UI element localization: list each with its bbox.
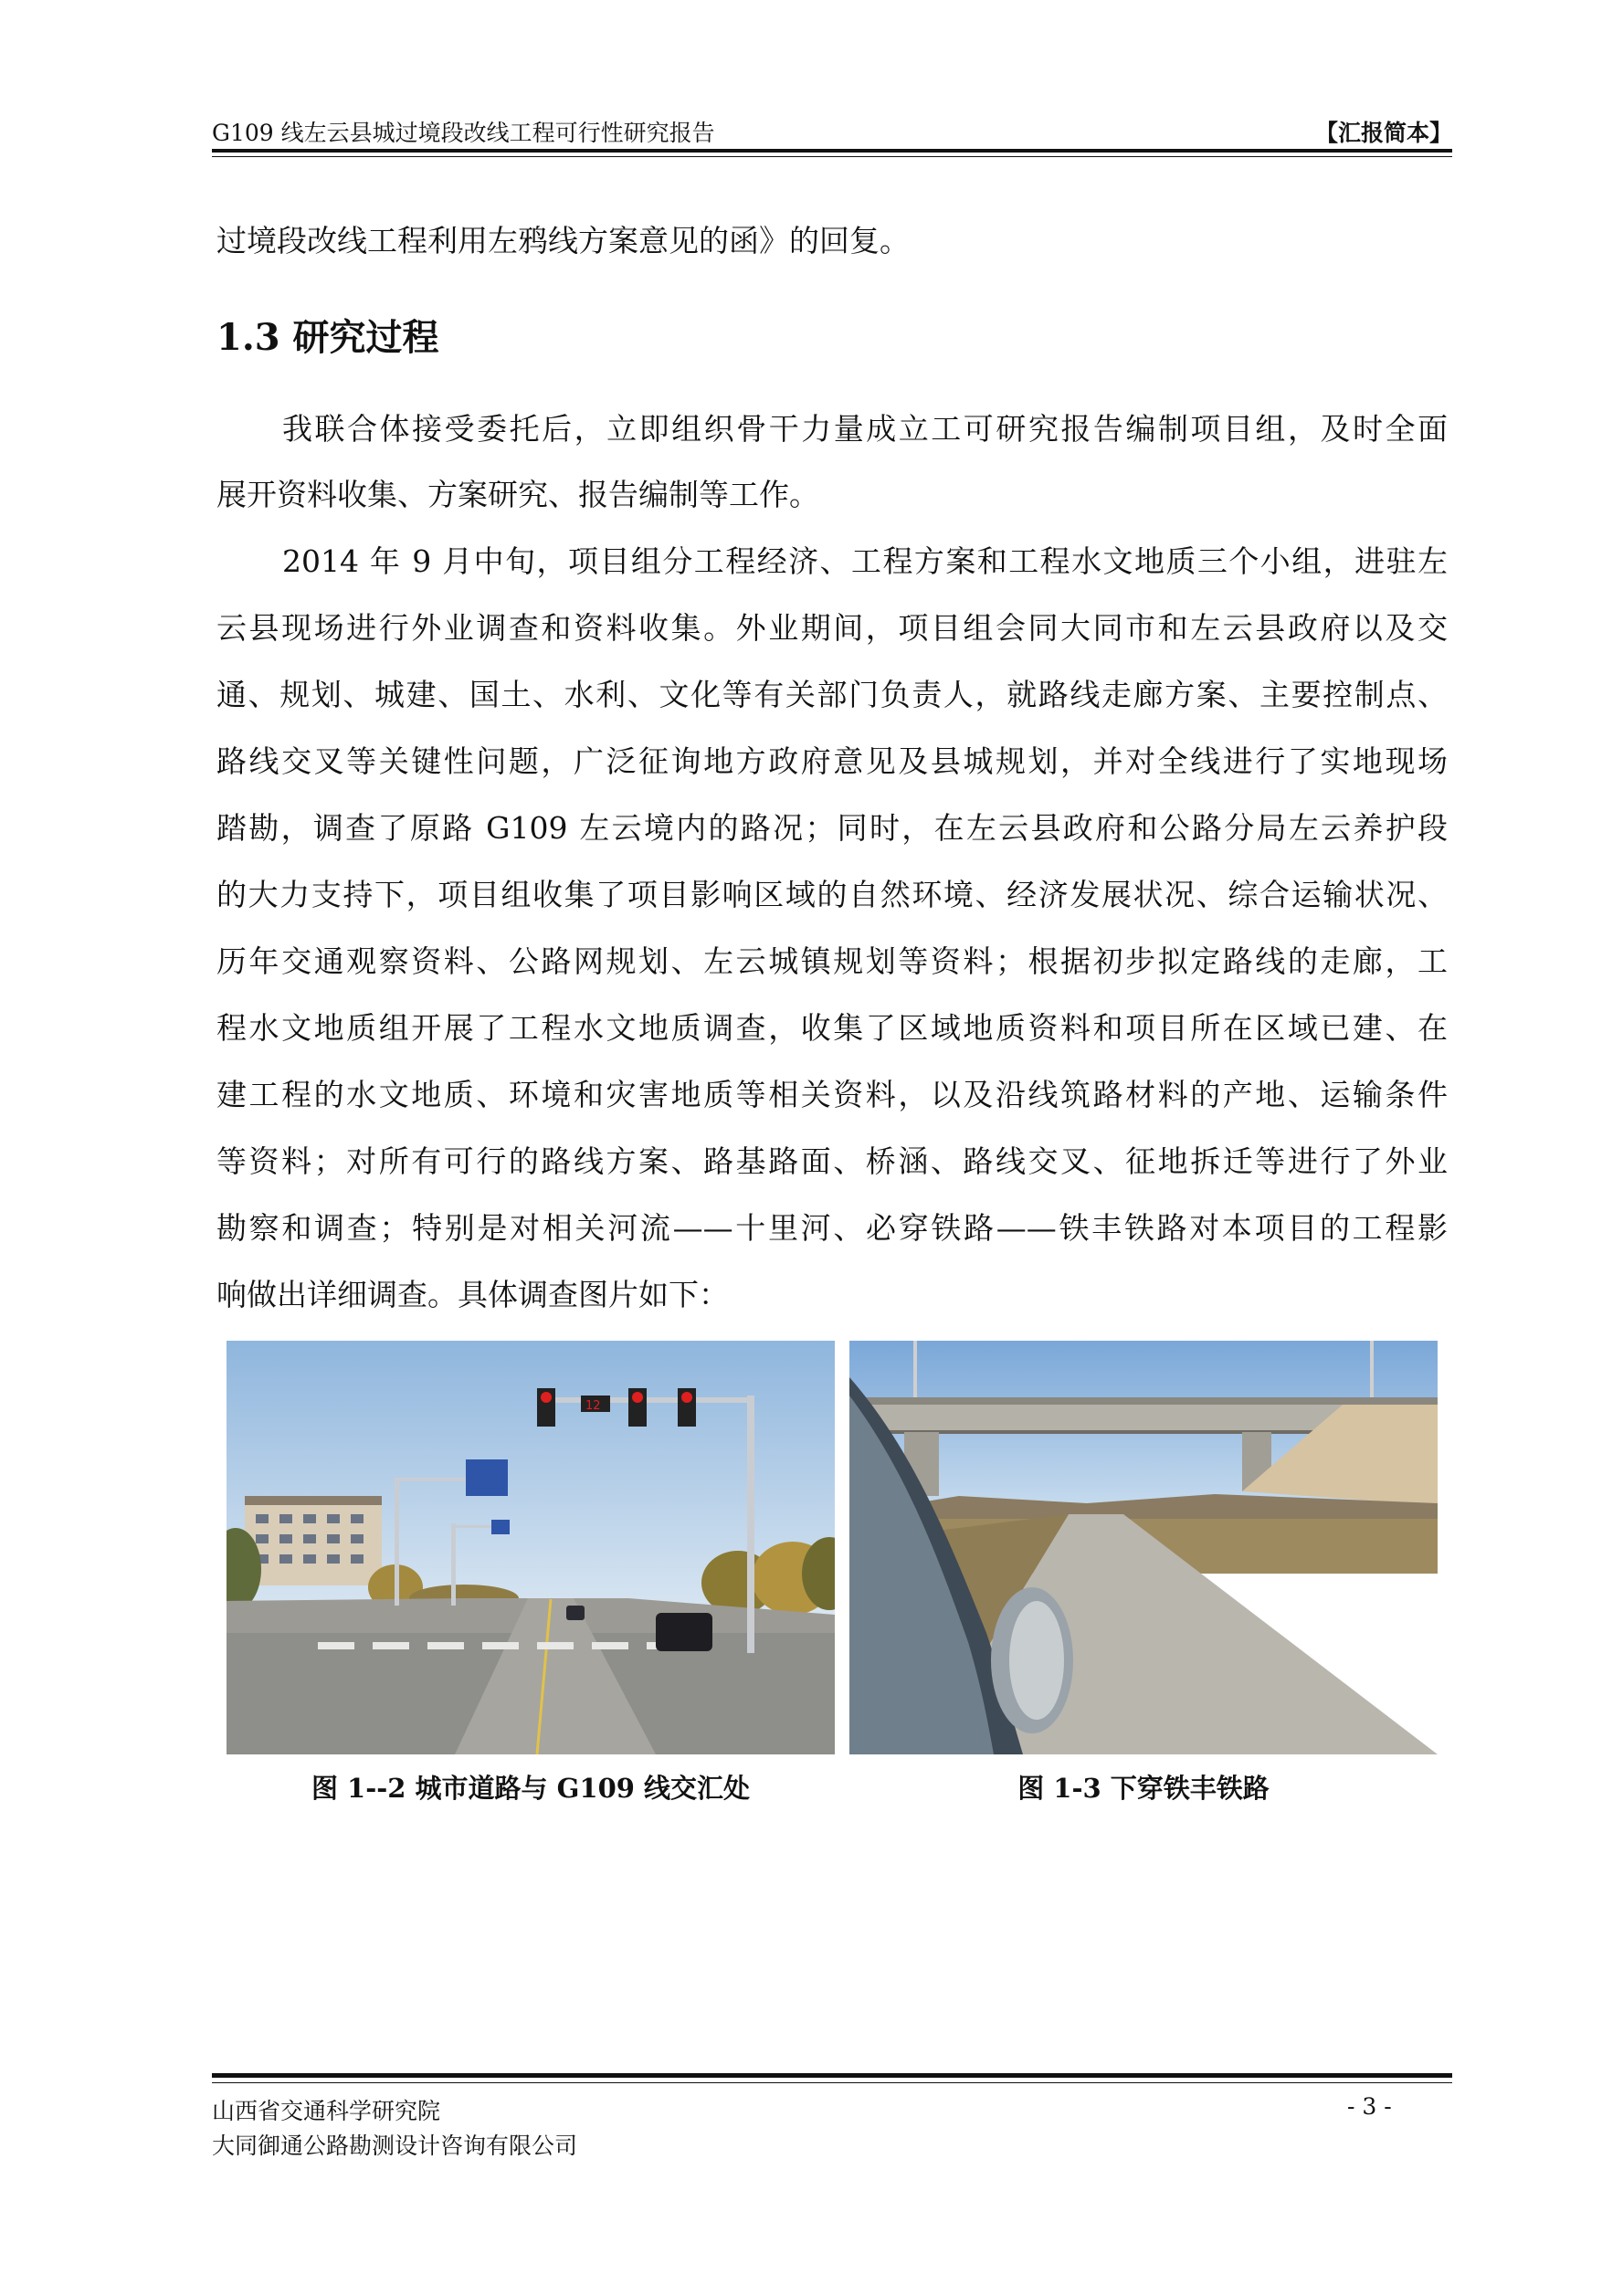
header-title: G109 线左云县城过境段改线工程可行性研究报告 — [212, 120, 715, 146]
page-number: - 3 - — [1347, 2093, 1392, 2120]
paragraph-line: 路线交叉等关键性问题，广泛征询地方政府意见及县城规划，并对全线进行了实地现场 — [216, 743, 1448, 779]
intersection-photo — [227, 1341, 835, 1754]
paragraph-line: 展开资料收集、方案研究、报告编制等工作。 — [216, 477, 819, 512]
header-rule-thin — [212, 156, 1452, 157]
paragraph-line: 等资料；对所有可行的路线方案、路基路面、桥涵、路线交叉、征地拆迁等进行了外业 — [216, 1143, 1448, 1179]
intro-line: 过境段改线工程利用左鸦线方案意见的函》的回复。 — [216, 223, 910, 258]
paragraph-line: 的大力支持下，项目组收集了项目影响区域的自然环境、经济发展状况、综合运输状况、 — [216, 877, 1448, 912]
header-tag: 【汇报简本】 — [1314, 120, 1452, 146]
footer-rule-thin — [212, 2082, 1452, 2083]
paragraph-line: 我联合体接受委托后，立即组织骨干力量成立工可研究报告编制项目组，及时全面 — [282, 411, 1448, 447]
paragraph-line: 踏勘，调查了原路 G109 左云境内的路况；同时，在左云县政府和公路分局左云养护段 — [216, 810, 1448, 846]
paragraph-line: 2014 年 9 月中旬，项目组分工程经济、工程方案和工程水文地质三个小组，进驻左 — [282, 543, 1448, 579]
section-title: 1.3 研究过程 — [216, 316, 439, 359]
svg-text:12: 12 — [585, 1399, 601, 1413]
paragraph-line: 云县现场进行外业调查和资料收集。外业期间，项目组会同大同市和左云县政府以及交 — [216, 610, 1448, 646]
figure-caption: 图 1--2 城市道路与 G109 线交汇处 — [311, 1773, 751, 1804]
paragraph-line: 勘察和调查；特别是对相关河流——十里河、必穿铁路——铁丰铁路对本项目的工程影 — [216, 1210, 1448, 1246]
page-header — [212, 110, 1452, 146]
railway-underpass-photo — [849, 1341, 1438, 1754]
footer-org-1: 山西省交通科学研究院 — [212, 2098, 441, 2124]
footer-rule — [212, 2073, 1452, 2078]
figure-caption: 图 1-3 下穿铁丰铁路 — [1017, 1773, 1270, 1804]
paragraph-line: 建工程的水文地质、环境和灾害地质等相关资料，以及沿线筑路材料的产地、运输条件 — [216, 1077, 1448, 1112]
paragraph-line: 响做出详细调查。具体调查图片如下： — [216, 1277, 729, 1312]
footer-org-2: 大同御通公路勘测设计咨询有限公司 — [212, 2133, 578, 2159]
paragraph-line: 通、规划、城建、国土、水利、文化等有关部门负责人，就路线走廊方案、主要控制点、 — [216, 677, 1448, 712]
header-rule — [212, 149, 1452, 153]
paragraph-line: 程水文地质组开展了工程水文地质调查，收集了区域地质资料和项目所在区域已建、在 — [216, 1010, 1448, 1046]
paragraph-line: 历年交通观察资料、公路网规划、左云城镇规划等资料；根据初步拟定路线的走廊，工 — [216, 943, 1448, 979]
